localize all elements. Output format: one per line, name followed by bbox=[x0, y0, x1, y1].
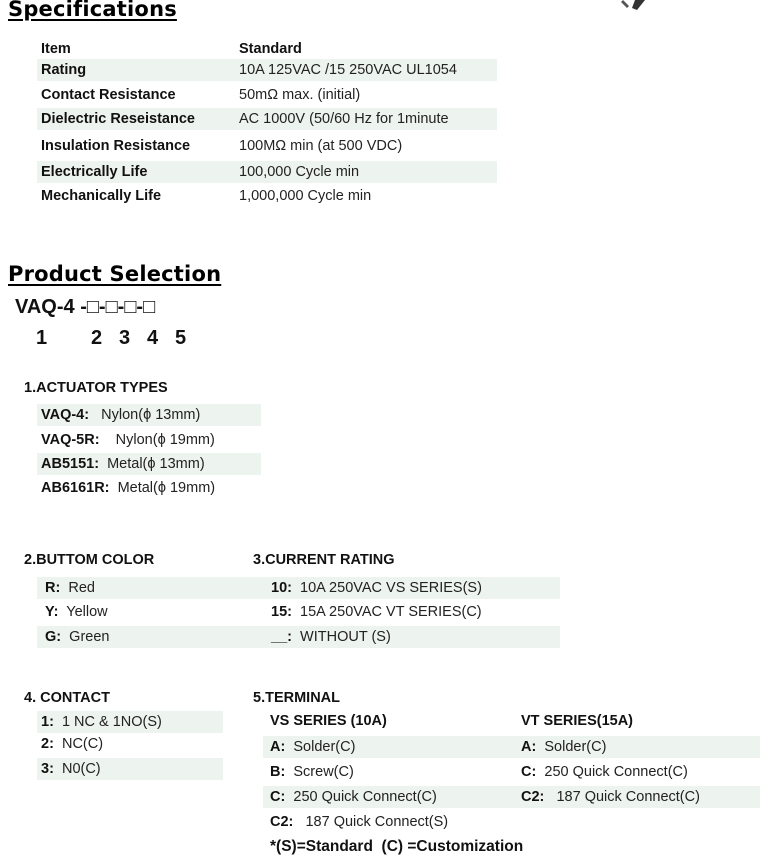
color-option bbox=[37, 577, 257, 599]
option-desc: Green bbox=[69, 629, 110, 645]
contact-option bbox=[37, 733, 223, 755]
actuator-option bbox=[37, 404, 261, 426]
option-code: 3: bbox=[41, 761, 54, 777]
vs-option bbox=[270, 761, 354, 783]
contact-option bbox=[37, 711, 223, 733]
spec-value: 100MΩ min (at 500 VDC) bbox=[239, 138, 403, 154]
spec-row bbox=[37, 59, 497, 81]
option-desc: 187 Quick Connect(S) bbox=[305, 814, 449, 830]
spec-header bbox=[37, 38, 497, 60]
spec-row bbox=[37, 135, 497, 157]
option-code: 10: bbox=[271, 580, 292, 596]
position-2: 2 bbox=[91, 327, 103, 349]
option-desc: 15A 250VAC VT SERIES(C) bbox=[300, 604, 482, 620]
option-code: G: bbox=[45, 629, 62, 645]
contact-option bbox=[37, 758, 223, 780]
color-option bbox=[37, 626, 257, 648]
option-code: 1: bbox=[41, 714, 54, 730]
option-code: A: bbox=[521, 739, 537, 755]
actuator-option bbox=[37, 477, 261, 499]
spec-value: 50mΩ max. (initial) bbox=[239, 87, 361, 103]
spec-header-item: Item bbox=[41, 41, 71, 57]
spec-value: 100,000 Cycle min bbox=[239, 164, 360, 180]
spec-row bbox=[37, 108, 497, 130]
position-4: 4 bbox=[147, 327, 159, 349]
option-code: __: bbox=[271, 629, 292, 645]
current-rating-title: 3.CURRENT RATING bbox=[253, 552, 395, 568]
option-code: C2: bbox=[521, 789, 545, 805]
terminal-title: 5.TERMINAL bbox=[253, 690, 340, 706]
option-desc: Yellow bbox=[66, 604, 108, 620]
actuator-option bbox=[37, 453, 261, 475]
spec-item: Rating bbox=[41, 62, 87, 78]
product-code-pattern: VAQ-4 -□-□-□-□ bbox=[15, 296, 156, 318]
option-desc: N0(C) bbox=[61, 761, 101, 777]
spec-item: Dielectric Reseistance bbox=[41, 111, 195, 127]
spec-header-standard: Standard bbox=[239, 41, 302, 57]
spec-item: Contact Resistance bbox=[41, 87, 176, 103]
option-code: R: bbox=[45, 580, 61, 596]
option-desc: 10A 250VAC VS SERIES(S) bbox=[300, 580, 482, 596]
actuator-types-title: 1.ACTUATOR TYPES bbox=[24, 380, 168, 396]
position-5: 5 bbox=[175, 327, 187, 349]
product-selection-title: Product Selection bbox=[8, 262, 222, 286]
option-desc: 250 Quick Connect(C) bbox=[544, 764, 688, 780]
option-desc: Solder(C) bbox=[544, 739, 607, 755]
option-code: B: bbox=[270, 764, 286, 780]
spec-value: AC 1000V (50/60 Hz for 1minute bbox=[239, 111, 449, 127]
option-code: 2: bbox=[41, 736, 54, 752]
option-desc: Red bbox=[68, 580, 95, 596]
spec-item: Mechanically Life bbox=[41, 188, 162, 204]
option-code: A: bbox=[270, 739, 286, 755]
vs-option bbox=[270, 811, 448, 833]
option-desc: 250 Quick Connect(C) bbox=[293, 789, 437, 805]
vt-option bbox=[521, 736, 606, 758]
vs-option bbox=[270, 786, 437, 808]
buttom-color-title: 2.BUTTOM COLOR bbox=[24, 552, 155, 568]
rating-option bbox=[257, 626, 560, 648]
option-code: 15: bbox=[271, 604, 292, 620]
actuator-option bbox=[37, 429, 261, 451]
spec-item: Electrically Life bbox=[41, 164, 148, 180]
vs-series-title: VS SERIES (10A) bbox=[270, 713, 387, 729]
spec-value: 10A 125VAC /15 250VAC UL1054 bbox=[239, 62, 457, 78]
vt-option bbox=[521, 786, 700, 808]
option-desc: 187 Quick Connect(C) bbox=[556, 789, 700, 805]
vt-option bbox=[521, 761, 688, 783]
option-code: C: bbox=[521, 764, 537, 780]
spec-row bbox=[37, 161, 497, 183]
option-desc: Metal(ϕ 13mm) bbox=[107, 456, 205, 472]
option-desc: 1 NC & 1NO(S) bbox=[61, 714, 162, 730]
spec-row bbox=[37, 185, 497, 207]
color-option bbox=[37, 601, 257, 623]
option-code: VAQ-5R: bbox=[41, 432, 100, 448]
option-code: Y: bbox=[45, 604, 59, 620]
position-1: 1 bbox=[36, 327, 48, 349]
spec-row bbox=[37, 84, 497, 106]
option-desc: NC(C) bbox=[61, 736, 104, 752]
option-code: VAQ-4: bbox=[41, 407, 90, 423]
option-code: AB6161R: bbox=[41, 480, 110, 496]
option-code: AB5151: bbox=[41, 456, 100, 472]
product-image-fragment bbox=[615, 0, 665, 12]
legend-note: *(S)=Standard (C) =Customization bbox=[270, 838, 524, 855]
option-desc: Nylon(ϕ 13mm) bbox=[101, 407, 201, 423]
rating-option bbox=[257, 577, 560, 599]
vt-series-title: VT SERIES(15A) bbox=[521, 713, 633, 729]
option-desc: Screw(C) bbox=[293, 764, 354, 780]
contact-title: 4. CONTACT bbox=[24, 690, 110, 706]
spec-item: Insulation Resistance bbox=[41, 138, 191, 154]
option-desc: Solder(C) bbox=[293, 739, 356, 755]
position-3: 3 bbox=[119, 327, 131, 349]
spec-value: 1,000,000 Cycle min bbox=[239, 188, 372, 204]
specifications-title: Specifications bbox=[8, 0, 177, 21]
option-desc: Metal(ϕ 19mm) bbox=[117, 480, 216, 496]
option-code: C: bbox=[270, 789, 286, 805]
option-code: C2: bbox=[270, 814, 294, 830]
rating-option bbox=[257, 601, 560, 623]
option-desc: WITHOUT (S) bbox=[300, 629, 391, 645]
vs-option bbox=[270, 736, 355, 758]
option-desc: Nylon(ϕ 19mm) bbox=[115, 432, 215, 448]
